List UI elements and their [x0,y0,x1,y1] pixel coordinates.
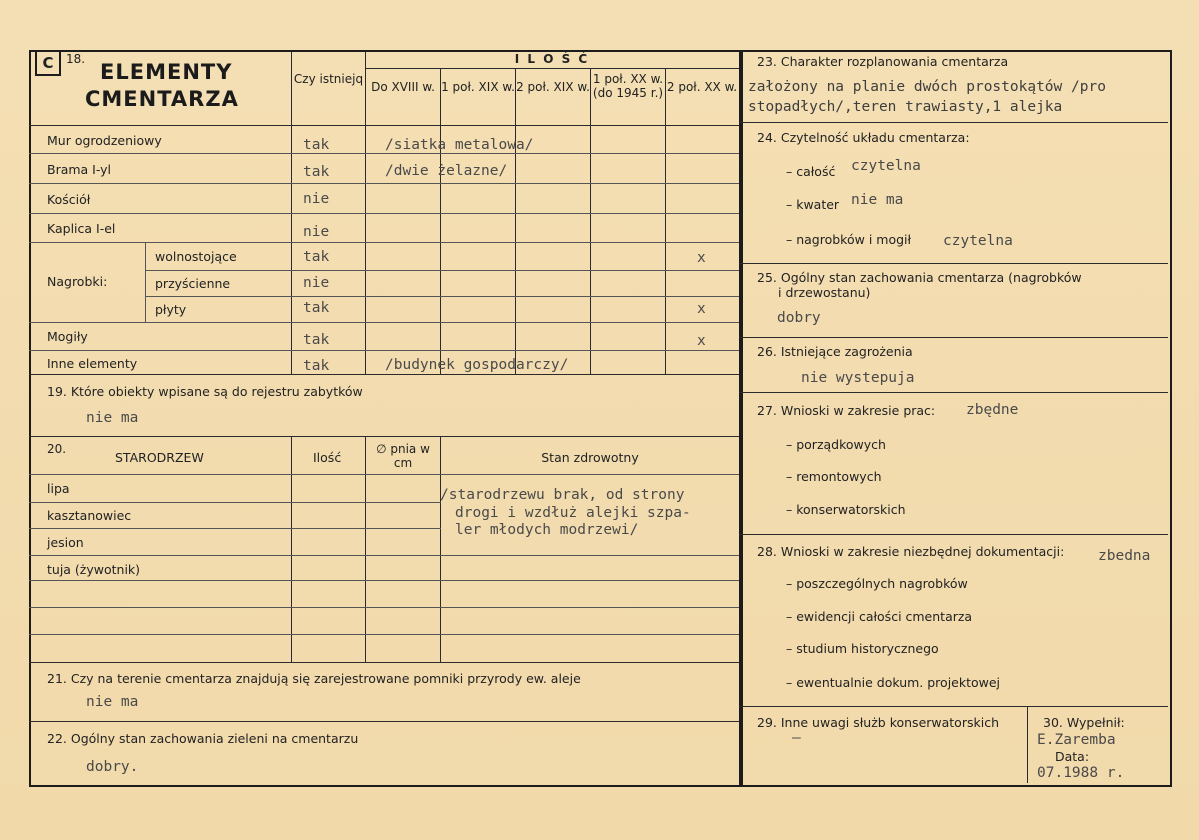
q20-number: 20. [47,442,67,456]
row-label-wolnostojace: wolnostojące [155,249,237,264]
q26-answer: nie wystepuja [801,370,915,386]
mark-plyty: x [697,301,706,317]
col-line-3 [515,68,516,374]
row-label-inne: Inne elementy [47,356,138,371]
q24-item-nagrobkow-value: czytelna [943,233,1013,249]
row-line [29,153,739,154]
q27-answer: zbędne [966,402,1019,418]
row-line [29,350,739,351]
col-header-4: 1 poł. XX w. (do 1945 r.) [592,72,664,100]
q20-row-line [29,607,739,608]
ilosc-header: I L O Ś Ć [514,52,590,66]
q20-col-pnia: ∅ pnia w cm [376,442,430,470]
q20-header-bottom [29,474,739,475]
q28-label: 28. Wnioski w zakresie niezbędnej dokumentacji: [757,544,1065,559]
row-label-przyscienne: przyścienne [155,276,231,291]
q24-item-kwater-label: – kwater [786,197,840,212]
q28-item-projektowej: – ewentualnie dokum. projektowej [786,675,1001,690]
section-title-line2: CMENTARZA [85,87,239,111]
row-line [29,183,739,184]
row-label-kosciol: Kościół [47,192,91,207]
q20-row-line [29,528,441,529]
row-label-plyty: płyty [155,302,187,317]
q24-item-calosc-label: – całość [786,164,836,179]
q28-item-nagrobkow: – poszczególnych nagrobków [786,576,968,591]
col-header-5: 2 poł. XX w. [666,80,738,94]
col-line-2 [440,68,441,374]
q30-date: 07.1988 r. [1037,765,1125,781]
section-28-top [739,534,1168,535]
row-line [29,213,739,214]
nagrobki-divider [145,242,146,322]
q30-name: E.Zaremba [1037,732,1116,748]
q20-col-line-3 [440,436,441,662]
q27-item-remontowych: – remontowych [786,469,882,484]
q22-label: 22. Ogólny stan zachowania zieleni na cmentarzu [47,731,359,746]
section-24-top [739,122,1168,123]
section-letter-box: C [35,50,61,76]
col-line-5 [665,68,666,374]
tree-jesion: jesion [47,535,84,550]
q28-answer: zbedna [1098,548,1151,564]
q19-label: 19. Które obiekty wpisane są do rejestru zabytków [47,384,363,399]
q28-item-ewidencji: – ewidencji całości cmentarza [786,609,973,624]
col-czy-header: Czy istniejq [293,72,364,86]
q27-item-konserwatorskich: – konserwatorskich [786,502,906,517]
q23-line1: założony na planie dwóch prostokątów /pro [748,79,1106,95]
section-29-top [739,706,1168,707]
row-note-mur: /siatka metalowa/ [385,137,534,153]
q20-col-ilosc: Ilość [313,450,342,465]
section-22-top [29,721,739,722]
row-label-mogily: Mogiły [47,329,88,344]
row-line [145,270,739,271]
section-27-top [739,392,1168,393]
q19-answer: nie ma [86,410,139,426]
q25-answer: dobry [777,310,821,326]
q30-date-label: Data: [1055,749,1090,764]
q24-label: 24. Czytelność układu cmentarza: [757,130,970,145]
row-value-kaplica: nie [303,224,330,240]
tree-kasztanowiec: kasztanowiec [47,508,132,523]
section-30-divider [1027,706,1028,783]
row-value-mogily: tak [303,332,330,348]
section-19-top [29,374,739,375]
row-value-brama: tak [303,164,330,180]
q27-label: 27. Wnioski w zakresie prac: [757,403,936,418]
q21-label: 21. Czy na terenie cmentarza znajdują się zarejestrowane pomniki przyrody ew. aleje [47,671,581,686]
stan-line-1: /starodrzewu brak, od strony [440,487,685,503]
q22-answer: dobry. [86,759,139,775]
tree-lipa: lipa [47,481,70,496]
q20-row-line [29,555,739,556]
row-line [145,296,739,297]
row-label-mur: Mur ogrodzeniowy [47,133,162,148]
q29-answer: – [792,730,801,746]
q25-label-1: 25. Ogólny stan zachowania cmentarza (nagrobków [757,270,1082,285]
mark-mogily: x [697,333,706,349]
q23-label: 23. Charakter rozplanowania cmentarza [757,54,1009,69]
ilosc-underline [365,68,739,69]
row-value-przyscienne: nie [303,275,330,291]
section-25-top [739,263,1168,264]
col-header-3: 2 poł. XIX w. [516,80,590,94]
row-value-wolnostojace: tak [303,249,330,265]
section-21-top [29,662,739,663]
q25-label-2: i drzewostanu) [778,285,871,300]
q20-col-stan: Stan zdrowotny [541,450,639,465]
q20-row-line [29,580,739,581]
section-20-top [29,436,739,437]
row-label-nagrobki: Nagrobki: [47,274,108,289]
q24-item-nagrobkow-label: – nagrobków i mogił [786,232,912,247]
q26-label: 26. Istniejące zagrożenia [757,344,913,359]
row-value-kosciol: nie [303,191,330,207]
col-line-4 [590,68,591,374]
q20-row-line [29,502,441,503]
stan-line-2: drogi i wzdłuż alejki szpa- [455,505,691,521]
q28-item-studium: – studium historycznego [786,641,939,656]
row-value-mur: tak [303,137,330,153]
q20-col-line-1 [291,436,292,662]
col-header-1: Do XVIII w. [371,80,435,94]
section-title-line1: ELEMENTY [100,60,233,84]
row-note-brama: /dwie żelazne/ [385,163,508,179]
q27-item-porzadkowych: – porządkowych [786,437,886,452]
row-value-plyty: tak [303,300,330,316]
col-header-2: 1 poł. XIX w. [441,80,515,94]
q23-line2: stopadłych/,teren trawiasty,1 alejka [748,99,1063,115]
q20-title: STARODRZEW [115,450,204,465]
mark-wolnostojace: x [697,250,706,266]
q24-item-kwater-value: nie ma [851,192,904,208]
q24-item-calosc-value: czytelna [851,158,921,174]
section-26-top [739,337,1168,338]
header-bottom-line [29,125,739,126]
row-line [29,322,739,323]
section-18-number: 18. [66,52,86,66]
q20-row-line [29,634,739,635]
row-label-brama: Brama I-yl [47,162,112,177]
row-line [29,242,739,243]
row-note-inne: /budynek gospodarczy/ [385,357,569,373]
q29-label: 29. Inne uwagi służb konserwatorskich [757,715,999,730]
row-value-inne: tak [303,358,330,374]
row-label-kaplica: Kaplica I-el [47,221,116,236]
q30-label: 30. Wypełnił: [1043,715,1125,730]
tree-tuja: tuja (żywotnik) [47,562,141,577]
stan-line-3: ler młodych modrzewi/ [455,522,639,538]
q21-answer: nie ma [86,694,139,710]
